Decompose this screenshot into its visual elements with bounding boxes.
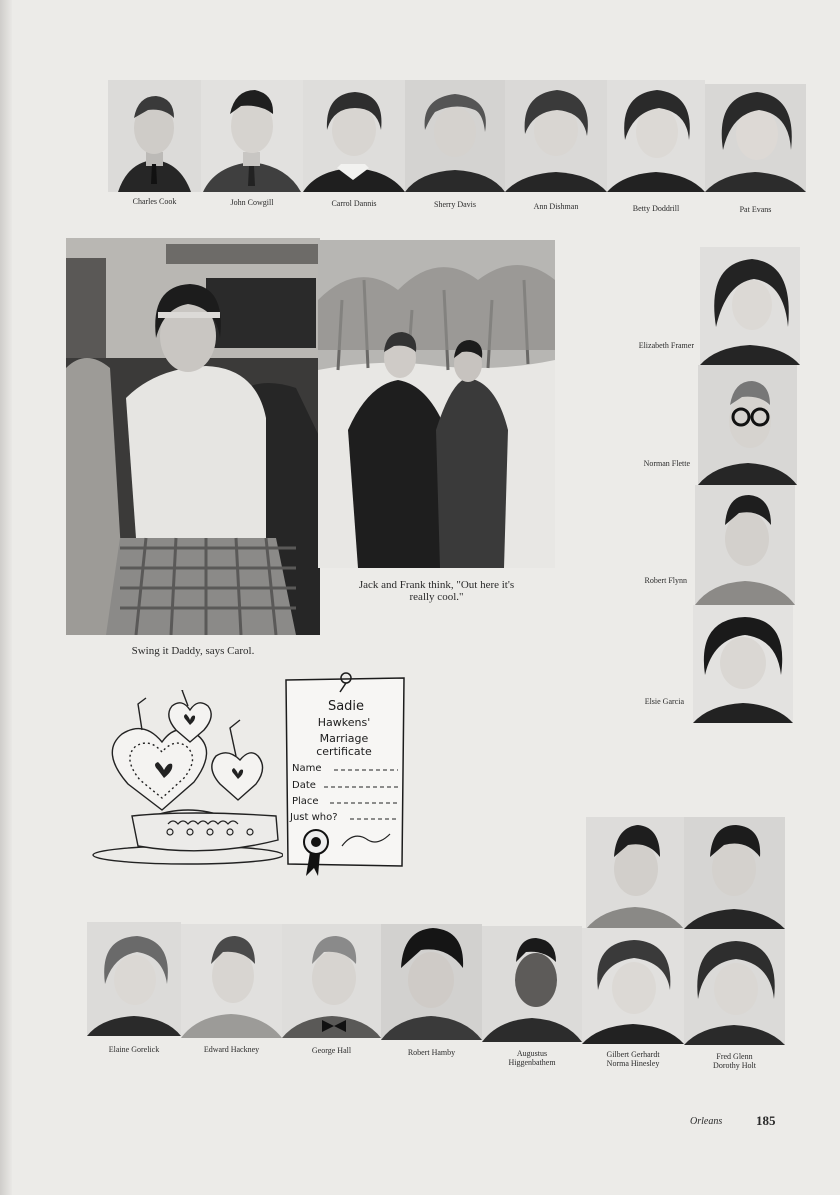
caption-robert-hamby: Robert Hamby (407, 1048, 456, 1057)
portrait-george-hall (282, 924, 381, 1038)
portrait-robert-flynn (695, 485, 795, 605)
caption-higgenbathem: Higgenbathem (508, 1058, 556, 1067)
portrait-elsie-garcia (693, 605, 793, 723)
portrait-charles-cook (108, 80, 201, 192)
portrait-gilbert-gerhardt (586, 817, 684, 929)
caption-john-cowgill: John Cowgill (230, 198, 274, 207)
portrait-john-cowgill (201, 80, 303, 192)
portrait-carrol-dannis (303, 80, 405, 192)
caption-swing-it-daddy: Swing it Daddy, says Carol. (131, 645, 255, 657)
certificate-name-label: Name (292, 763, 322, 774)
portrait-elaine-gorelick (87, 922, 181, 1036)
portrait-robert-hamby (381, 924, 482, 1040)
portrait-pat-evans (705, 84, 806, 192)
page-edge (0, 0, 12, 1195)
portrait-fred-glenn (684, 817, 785, 929)
caption-robert-flynn: Robert Flynn (644, 576, 687, 585)
candid-photo-outdoors (318, 240, 555, 568)
caption-dorothy-holt: Dorothy Holt (713, 1061, 756, 1070)
cake-drawing (78, 690, 283, 868)
caption-george-hall: George Hall (311, 1046, 352, 1055)
caption-elizabeth-framer: Elizabeth Framer (638, 341, 694, 350)
caption-ann-dishman: Ann Dishman (533, 202, 579, 211)
portrait-edward-hackney (181, 924, 282, 1038)
caption-sherry-davis: Sherry Davis (434, 200, 476, 209)
certificate-line3: Marriage (319, 732, 369, 745)
portrait-ann-dishman (505, 80, 607, 192)
caption-norma-hinesley: Norma Hinesley (606, 1059, 660, 1068)
caption-gilbert-gerhardt: Gilbert Gerhardt (606, 1050, 660, 1059)
certificate-date-label: Date (292, 780, 316, 791)
certificate-place-label: Place (292, 796, 319, 807)
certificate-who-label: Just who? (290, 812, 338, 823)
caption-jack-frank-2: really cool." (409, 591, 464, 603)
certificate-line4: certificate (316, 745, 372, 758)
portrait-augustus-higgenbathem (482, 926, 582, 1042)
sadie-hawkins-certificate (280, 670, 410, 882)
portrait-dorothy-holt (684, 929, 785, 1045)
caption-carrol-dannis: Carrol Dannis (331, 199, 377, 208)
candid-photo-dance (66, 238, 320, 635)
portrait-elizabeth-framer (700, 247, 800, 365)
caption-betty-doddrill: Betty Doddrill (632, 204, 680, 213)
caption-fred-glenn: Fred Glenn (716, 1052, 753, 1061)
caption-pat-evans: Pat Evans (739, 205, 772, 214)
caption-edward-hackney: Edward Hackney (203, 1045, 260, 1054)
caption-jack-frank-1: Jack and Frank think, "Out here it's (358, 579, 515, 591)
caption-augustus: Augustus (516, 1049, 548, 1058)
page-number: 185 (756, 1113, 776, 1128)
certificate-line2: Hawkens' (317, 716, 371, 729)
portrait-sherry-davis (405, 80, 505, 192)
portrait-norma-hinesley (582, 928, 684, 1044)
caption-norman-flette: Norman Flette (643, 459, 690, 468)
portrait-betty-doddrill (607, 80, 705, 192)
footer-school-name: Orleans (690, 1116, 723, 1127)
caption-elsie-garcia: Elsie Garcia (644, 697, 684, 706)
certificate-line1: Sadie (327, 699, 365, 714)
caption-elaine-gorelick: Elaine Gorelick (108, 1045, 160, 1054)
caption-charles-cook: Charles Cook (132, 197, 177, 206)
portrait-norman-flette (698, 365, 797, 485)
